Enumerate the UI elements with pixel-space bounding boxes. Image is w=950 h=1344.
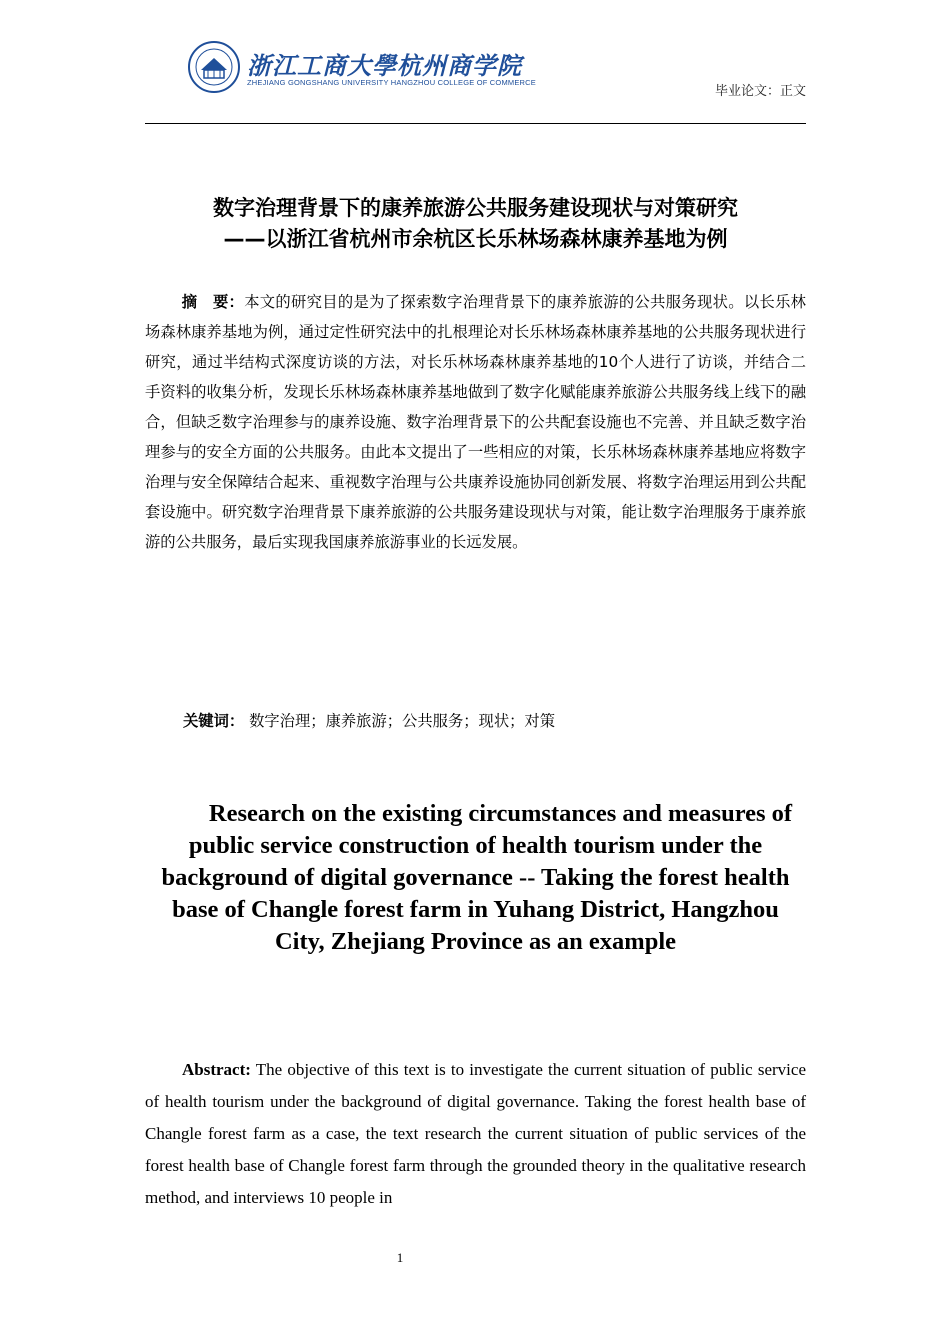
header-divider bbox=[145, 123, 806, 124]
chinese-keywords-label: 关键词： bbox=[183, 712, 245, 730]
logo-english-name: ZHEJIANG GONGSHANG UNIVERSITY HANGZHOU COLLEGE OF COMMERCE bbox=[247, 78, 536, 87]
english-abstract bbox=[145, 1054, 806, 1214]
university-seal-icon bbox=[187, 40, 241, 94]
page-header bbox=[145, 36, 806, 124]
chinese-abstract-label: 摘 要： bbox=[181, 293, 245, 311]
header-section-label: 毕业论文：正文 bbox=[714, 84, 806, 99]
english-abstract-label: Abstract: bbox=[182, 1060, 251, 1079]
chinese-title-line2: ——以浙江省杭州市余杭区长乐林场森林康养基地为例 bbox=[223, 227, 728, 251]
english-title bbox=[145, 798, 806, 958]
chinese-title-line1: 数字治理背景下的康养旅游公共服务建设现状与对策研究 bbox=[213, 196, 738, 220]
page-number: 1 bbox=[396, 1250, 404, 1265]
chinese-keywords bbox=[145, 706, 844, 736]
logo-chinese-name: 浙江工商大學杭州商学院 bbox=[247, 51, 522, 80]
chinese-title bbox=[145, 193, 806, 255]
english-abstract-text: The objective of this text is to investigate the current situation of public service of health tourism under the background of digital governance. Taking the forest health base of Changle forest farm as a case, the text research the current situation of public services of the forest health base of Changle forest farm through the grounded theory in the qualitative research method, and interviews 10 people in bbox=[145, 1060, 806, 1207]
chinese-abstract bbox=[145, 287, 806, 557]
chinese-abstract-text: 本文的研究目的是为了探索数字治理背景下的康养旅游的公共服务现状。以长乐林场森林康养基地为例，通过定性研究法中的扎根理论对长乐林场森林康养基地的公共服务现状进行研究，通过半结构式深度访谈的方法，对长乐林场森林康养基地的10个人进行了访谈，并结合二手资料的收集分析，发现长乐林场森林康养基地做到了数字化赋能康养旅游公共服务线上线下的融合，但缺乏数字治理参与的康养设施、数字治理背景下的公共配套设施也不完善、并且缺乏数字治理参与的安全方面的公共服务。由此本文提出了一些相应的对策，长乐林场森林康养基地应将数字治理与安全保障结合起来、重视数字治理与公共康养设施协同创新发展、将数字治理运用到公共配套设施中。研究数字治理背景下康养旅游的公共服务建设现状与对策，能让数字治理服务于康养旅游的公共服务，最后实现我国康养旅游事业的长远发展。 bbox=[145, 293, 806, 551]
chinese-keywords-text: 数字治理；康养旅游；公共服务；现状；对策 bbox=[249, 712, 556, 730]
english-title-text: Research on the existing circumstances and measures of public service construction of health tourism under the background of digital governance -- Taking the forest health base of Changle forest farm in Yuhang District, Hangzhou City, Zhejiang Province as an example bbox=[161, 800, 793, 955]
